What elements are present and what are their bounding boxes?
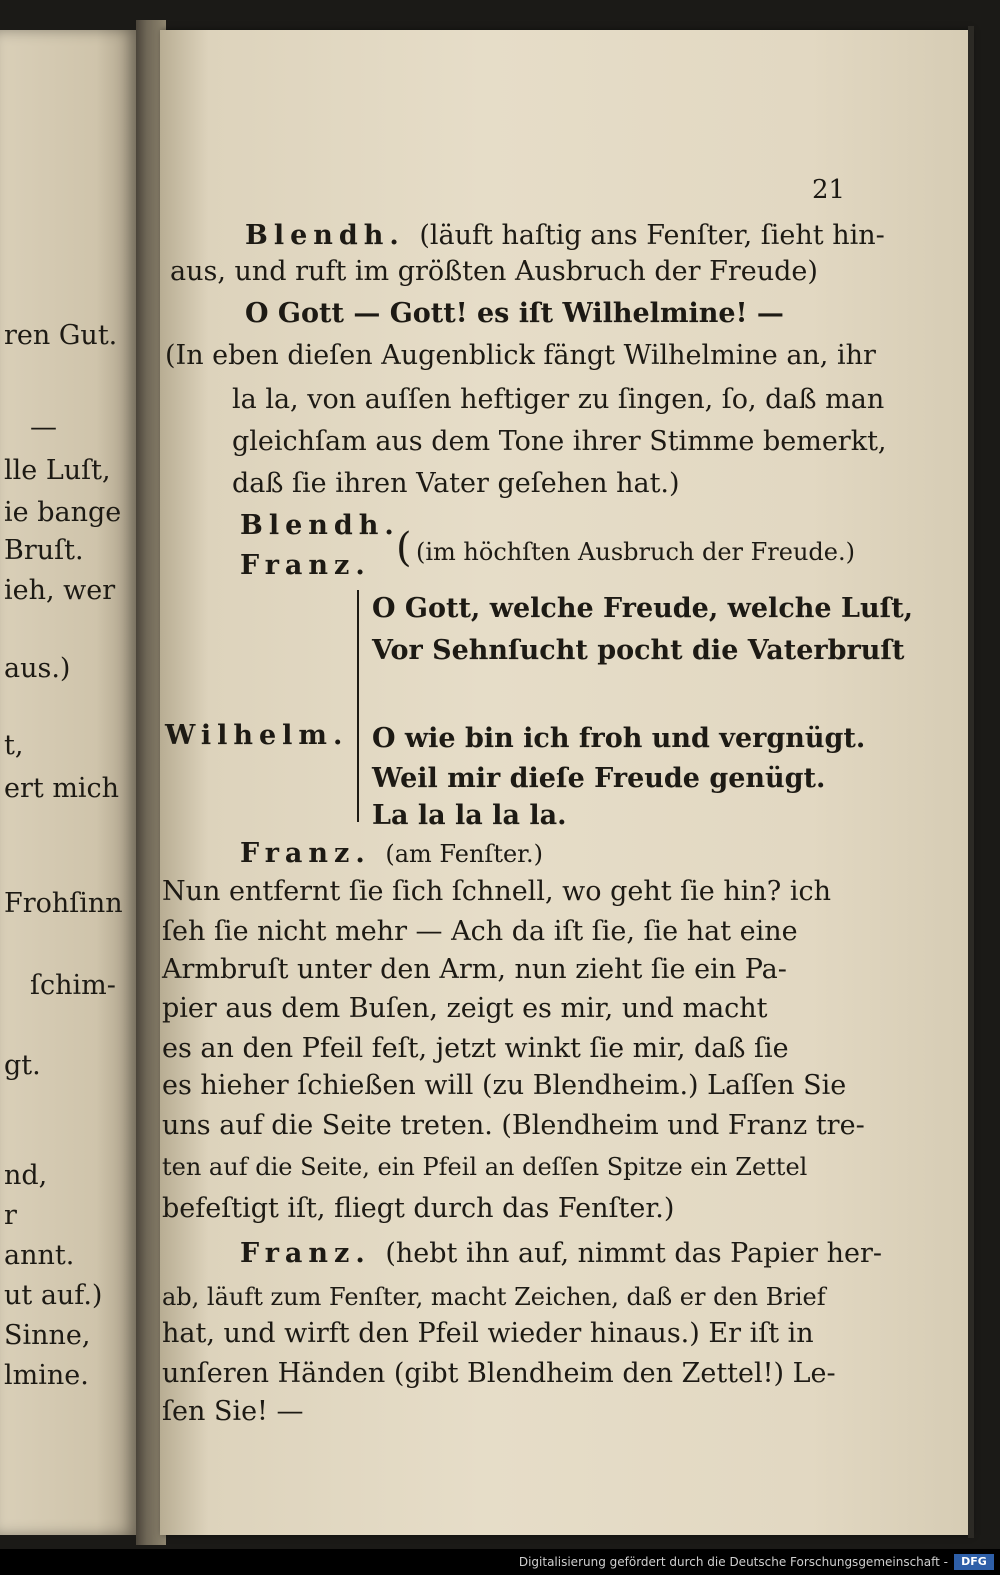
left-line: ie bange [4, 497, 122, 528]
footer-bar [0, 1549, 1000, 1575]
text-line: (In eben dieſen Augenblick fängt Wilhelmine an, ihr [165, 340, 876, 371]
text-line: daß ſie ihren Vater geſehen hat.) [232, 468, 680, 499]
speaker-name: Blendh. [240, 510, 400, 541]
left-line: Frohſinn [4, 888, 123, 919]
text-line: ſen Sie! — [162, 1396, 304, 1427]
text-line: ab, läuft zum Fenſter, macht Zeichen, daß er den Brief [162, 1283, 826, 1311]
left-line: nd, [4, 1160, 48, 1191]
verse-line: Vor Sehnſucht pocht die Vaterbruſt [372, 635, 905, 666]
text-line [240, 1240, 882, 1267]
left-line: — [30, 412, 57, 443]
left-line: Bruſt. [4, 535, 84, 566]
text-line: unſeren Händen (gibt Blendheim den Zettel!) Le- [162, 1358, 836, 1389]
text-line: es an den Pfeil feſt, jetzt winkt ſie mir, daß ſie [162, 1033, 789, 1064]
text-line [245, 222, 885, 249]
text-line: befeſtigt iſt, fliegt durch das Fenſter.) [162, 1193, 675, 1224]
verse-brace [357, 590, 373, 822]
left-line: lle Luſt, [4, 455, 111, 486]
text-line: ten auf die Seite, ein Pfeil an deſſen Spitze ein Zettel [162, 1153, 808, 1181]
verse-line: O Gott, welche Freude, welche Luſt, [372, 593, 914, 624]
verse-line: Weil mir dieſe Freude genügt. [372, 763, 826, 794]
speaker-name: Franz. [240, 1238, 371, 1269]
left-line: ieh, wer [4, 575, 116, 606]
left-line: lmine. [4, 1360, 89, 1391]
left-line: annt. [4, 1240, 75, 1271]
left-line: ert mich [4, 773, 120, 804]
text-line: O Gott — Gott! es iſt Wilhelmine! — [245, 298, 784, 329]
text-line: Armbruſt unter den Arm, nun zieht ſie ein Pa- [162, 954, 787, 985]
text-line: gleichſam aus dem Tone ihrer Stimme bemerkt, [232, 426, 887, 457]
text-line: pier aus dem Buſen, zeigt es mir, und macht [162, 993, 768, 1024]
speaker-name: Wilhelm. [165, 720, 349, 751]
verse-line: La la la la la. [372, 800, 567, 831]
left-line: gt. [4, 1050, 41, 1081]
stage-direction: (hebt ihn auf, nimmt das Papier her- [385, 1238, 882, 1269]
speaker-name: Franz. [240, 838, 371, 869]
left-line: t, [4, 730, 24, 761]
left-line: ſchim- [30, 970, 116, 1001]
text-line [240, 840, 543, 867]
dfg-logo: DFG [954, 1554, 994, 1570]
left-line: ut auf.) [4, 1280, 103, 1311]
left-line: r [4, 1200, 17, 1231]
left-line: ren Gut. [4, 320, 118, 351]
text-line: ſeh ſie nicht mehr — Ach da iſt ſie, ſie hat eine [162, 916, 798, 947]
text-line: Nun entfernt ſie ſich ſchnell, wo geht ſie hin? ich [162, 876, 831, 907]
previous-page [0, 30, 138, 1535]
stage-direction: (am Fenſter.) [385, 840, 543, 868]
speaker-name: Blendh. [245, 220, 405, 251]
text-line: la la, von auſſen heftiger zu ſingen, ſo, daß man [232, 384, 885, 415]
text-line: es hieher ſchießen will (zu Blendheim.) Laſſen Sie [162, 1070, 847, 1101]
verse-line: O wie bin ich froh und vergnügt. [372, 723, 866, 754]
text-line: hat, und wirft den Pfeil wieder hinaus.) Er iſt in [162, 1318, 814, 1349]
funding-notice: Digitalisierung gefördert durch die Deutsche Forschungsgemeinschaft - [518, 1555, 948, 1569]
page-edge [968, 26, 974, 1538]
page-number: 21 [812, 175, 846, 205]
text-line: uns auf die Seite treten. (Blendheim und Franz tre- [162, 1110, 865, 1141]
stage-direction: (im höchſten Ausbruch der Freude.) [416, 538, 855, 566]
left-line: Sinne, [4, 1320, 91, 1351]
stage-direction: (läuft haſtig ans Fenſter, ſieht hin- [419, 220, 885, 251]
left-line: aus.) [4, 653, 71, 684]
speaker-name: Franz. [240, 550, 371, 581]
text-line: aus, und ruft im größten Ausbruch der Freude) [170, 256, 818, 287]
brace-glyph: ( [396, 525, 412, 571]
